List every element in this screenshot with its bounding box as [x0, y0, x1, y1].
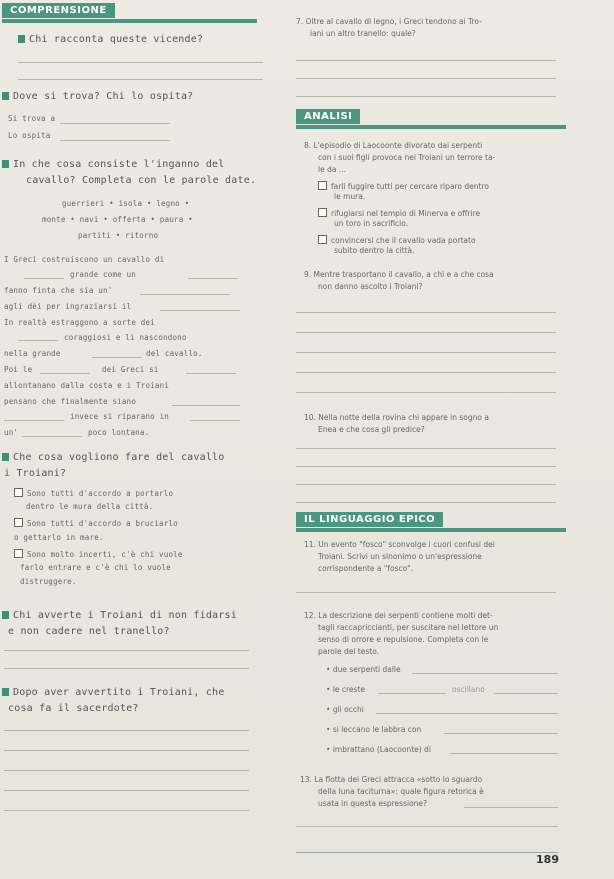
bullet-icon [2, 160, 9, 168]
question-7-line2: iani un altro tranello: quale? [310, 29, 416, 38]
footer-rule [296, 852, 558, 853]
answer-line[interactable] [296, 466, 556, 467]
cloze-line: invece si riparano in [70, 412, 170, 421]
question-1: Chi racconta queste vicende? [18, 34, 203, 45]
answer-line[interactable] [4, 810, 249, 811]
question-11-line1: 11. Un evento "fosco" sconvolge i cuori confusi dei [304, 540, 495, 549]
question-10-line2: Enea e che cosa gli predice? [318, 425, 425, 434]
answer-line[interactable] [296, 332, 556, 333]
blank[interactable] [18, 340, 58, 341]
blank[interactable] [22, 436, 82, 437]
blank[interactable] [4, 420, 64, 421]
question-10-line1: 10. Nella notte della rovina chi appare in sogno a [304, 413, 489, 422]
q4-option-3-cont: farlo entrare e c'è chi lo vuole [20, 563, 171, 572]
answer-line[interactable] [296, 78, 556, 79]
word-bank-3: partiti • ritorno [78, 231, 159, 240]
answer-line[interactable] [4, 668, 249, 669]
answer-line[interactable] [18, 79, 263, 80]
question-4-line1: Che cosa vogliono fare del cavallo [2, 452, 225, 463]
question-6-line2: cosa fa il sacerdote? [8, 703, 139, 714]
checkbox[interactable] [318, 208, 327, 217]
cloze-line: poco lontana. [88, 428, 150, 437]
answer-line[interactable] [296, 312, 556, 313]
section-banner-linguaggio: IL LINGUAGGIO EPICO [296, 512, 443, 527]
question-8-line2: con i suoi figli provoca nei Troiani un terrore ta- [318, 153, 496, 162]
answer-line[interactable] [4, 790, 249, 791]
cloze-line: In realtà estraggono a sorte dei [4, 318, 155, 327]
bullet-icon [2, 92, 9, 100]
q4-option-2[interactable]: Sono tutti d'accordo a bruciarlo [14, 518, 178, 528]
q8-option-1-cont: le mura. [334, 192, 366, 201]
answer-line[interactable] [60, 123, 170, 124]
bullet-icon [2, 611, 9, 619]
checkbox[interactable] [318, 235, 327, 244]
answer-line[interactable] [296, 372, 556, 373]
blank[interactable] [160, 310, 240, 311]
q12-hint: oscillano [452, 685, 485, 694]
question-13-line1: 13. La flotta dei Greci attracca «sotto lo sguardo [300, 775, 483, 784]
question-3-line1: In che cosa consiste l'inganno del [2, 159, 225, 170]
question-8-line1: 8. L'episodio di Laocoonte divorato dai serpenti [304, 141, 483, 150]
word-bank-2: monte • navi • offerta • paura • [42, 215, 193, 224]
checkbox[interactable] [14, 549, 23, 558]
answer-line[interactable] [296, 60, 556, 61]
blank[interactable] [190, 420, 240, 421]
bullet-icon [18, 35, 25, 43]
blank[interactable] [464, 807, 558, 808]
blank[interactable] [140, 294, 230, 295]
blank[interactable] [188, 278, 238, 279]
blank[interactable] [40, 373, 90, 374]
q12-item: • imbrattano (Laocoonte) di [326, 745, 431, 754]
question-2: Dove si trova? Chi lo ospita? [2, 91, 193, 102]
page-number: 189 [536, 853, 559, 866]
answer-line[interactable] [296, 502, 556, 503]
section-banner-comprensione: COMPRENSIONE [2, 3, 115, 18]
question-6-line1: Dopo aver avvertito i Troiani, che [2, 687, 225, 698]
q2-prompt-b: Lo ospita [8, 131, 51, 140]
q8-option-3[interactable]: convincersi che il cavallo vada portato [318, 235, 476, 245]
question-5-line2: e non cadere nel tranello? [8, 626, 170, 637]
q8-option-2-cont: un toro in sacrificio. [334, 219, 409, 228]
blank[interactable] [378, 693, 446, 694]
question-8-line3: le da ... [318, 165, 346, 174]
banner-underline [296, 125, 566, 129]
cloze-line: allontanano dalla costa e i Troiani [4, 381, 170, 390]
q8-option-2[interactable]: rifugiarsi nel tempio di Minerva e offrire [318, 208, 480, 218]
answer-line[interactable] [296, 352, 556, 353]
answer-line[interactable] [4, 750, 249, 751]
section-banner-analisi: ANALISI [296, 109, 360, 124]
question-12-line3: senso di orrore e repulsione. Completa con le [318, 635, 489, 644]
question-12-line4: parole del testo. [318, 647, 380, 656]
cloze-line: grande come un [70, 270, 137, 279]
question-3-line2: cavallo? Completa con le parole date. [26, 175, 257, 186]
blank[interactable] [92, 357, 142, 358]
question-5-line1: Chi avverte i Troiani di non fidarsi [2, 610, 237, 621]
banner-underline [296, 528, 566, 532]
answer-line[interactable] [60, 140, 170, 141]
question-13-line3: usata in questa espressione? [318, 799, 428, 808]
blank[interactable] [450, 753, 558, 754]
question-9-line2: non danno ascolto i Troiani? [318, 282, 423, 291]
question-11-line2: Troiani. Scrivi un sinonimo o un'espressione [318, 552, 482, 561]
q12-item: • due serpenti dalle [326, 665, 401, 674]
bullet-icon [2, 688, 9, 696]
question-9-line1: 9. Mentre trasportano il cavallo, a chi e a che cosa [304, 270, 494, 279]
cloze-line: agli dèi per ingraziarsi il [4, 302, 132, 311]
blank[interactable] [376, 713, 558, 714]
checkbox[interactable] [318, 181, 327, 190]
q8-option-3-cont: subito dentro la città. [334, 246, 415, 255]
cloze-line: fanno finta che sia un' [4, 286, 113, 295]
cloze-line: del cavallo. [146, 349, 203, 358]
question-4-line2: i Troiani? [4, 468, 67, 479]
answer-line[interactable] [296, 448, 556, 449]
q4-option-1-cont: dentro le mura della città. [26, 502, 154, 511]
bullet-icon [2, 453, 9, 461]
blank[interactable] [186, 373, 236, 374]
cloze-line: un' [4, 428, 19, 437]
q4-option-3-cont2: distruggere. [20, 577, 77, 586]
answer-line[interactable] [4, 770, 249, 771]
q12-item: • si leccano le labbra con [326, 725, 422, 734]
q12-item: • le creste [326, 685, 366, 694]
answer-line[interactable] [4, 650, 249, 651]
blank[interactable] [412, 673, 558, 674]
banner-underline [2, 19, 257, 23]
cloze-line: pensano che finalmente siano [4, 397, 137, 406]
answer-line[interactable] [296, 96, 556, 97]
question-11-line3: corrispondente a "fosco". [318, 564, 414, 573]
cloze-line: nella grande [4, 349, 61, 358]
question-12-line2: tagli raccapriccianti, per suscitare nel lettore un [318, 623, 499, 632]
answer-line[interactable] [296, 826, 558, 827]
question-12-line1: 12. La descrizione dei serpenti contiene molti det- [304, 611, 493, 620]
answer-line[interactable] [296, 592, 556, 593]
cloze-line: dei Greci si [102, 365, 159, 374]
blank[interactable] [172, 405, 240, 406]
blank[interactable] [444, 733, 558, 734]
q4-option-1[interactable]: Sono tutti d'accordo a portarlo [14, 488, 173, 498]
q4-option-3[interactable]: Sono molto incerti, c'è chi vuole [14, 549, 183, 559]
cloze-line: Poi le [4, 365, 33, 374]
answer-line[interactable] [296, 392, 556, 393]
word-bank-1: guerrieri • isola • legno • [62, 199, 190, 208]
q2-prompt-a: Si trova a [8, 114, 56, 123]
q8-option-1[interactable]: farli fuggire tutti per cercare riparo dentro [318, 181, 489, 191]
question-13-line2: della luna taciturna»: quale figura retorica è [318, 787, 484, 796]
answer-line[interactable] [4, 730, 249, 731]
cloze-line: I Greci costruiscono un cavallo di [4, 255, 165, 264]
checkbox[interactable] [14, 488, 23, 497]
blank[interactable] [24, 278, 64, 279]
question-7-line1: 7. Oltre al cavallo di legno, i Greci tendono ai Tro- [296, 17, 482, 26]
cloze-line: coraggiosi e li nascondono [64, 333, 187, 342]
answer-line[interactable] [296, 484, 556, 485]
q12-item: • gli occhi [326, 705, 364, 714]
blank[interactable] [494, 693, 558, 694]
checkbox[interactable] [14, 518, 23, 527]
answer-line[interactable] [18, 62, 263, 63]
q4-option-2-cont: o gettarlo in mare. [14, 533, 104, 542]
